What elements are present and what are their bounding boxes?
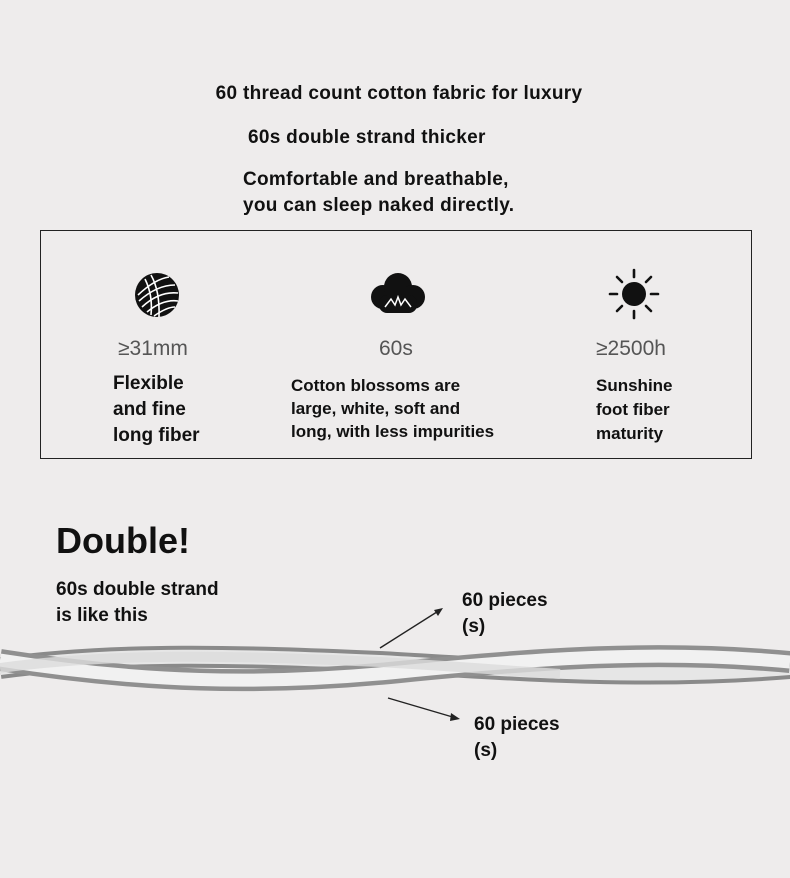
headline-breathable-line1: Comfortable and breathable, <box>243 169 509 190</box>
label-lower-line1: 60 pieces <box>474 714 560 735</box>
label-upper-line1: 60 pieces <box>462 590 548 611</box>
headline-breathable <box>243 167 514 219</box>
arrow-lower <box>388 698 456 718</box>
headline-double-strand: 60s double strand thicker <box>248 127 486 148</box>
label-upper-strand <box>462 588 548 640</box>
label-lower-strand <box>474 712 560 764</box>
feature-desc-sunshine <box>596 374 673 446</box>
feature-box <box>40 230 752 459</box>
desc-line: long, with less impurities <box>291 422 495 441</box>
double-title: Double! <box>56 520 190 561</box>
label-upper-line2: (s) <box>462 616 486 637</box>
feature-desc-fiber <box>113 371 200 449</box>
yarn-ball-icon <box>133 271 181 319</box>
feature-desc-cotton <box>291 374 494 443</box>
label-lower-line2: (s) <box>474 740 498 761</box>
double-subtitle-line1: 60s double strand <box>56 579 219 600</box>
headline-breathable-line2: you can sleep naked directly. <box>243 195 515 216</box>
feature-value-sunshine: ≥2500h <box>596 337 666 360</box>
desc-line: maturity <box>596 424 664 443</box>
feature-value-count: 60s <box>379 337 413 360</box>
headline-luxury: 60 thread count cotton fabric for luxury <box>215 83 583 104</box>
desc-line: Sunshine <box>596 376 673 395</box>
desc-line: long fiber <box>113 425 200 446</box>
desc-line: Flexible <box>113 373 184 394</box>
arrow-upper <box>380 610 440 648</box>
feature-value-fiber-length: ≥31mm <box>118 337 188 360</box>
desc-line: foot fiber <box>596 400 670 419</box>
desc-line: large, white, soft and <box>291 399 461 418</box>
desc-line: and fine <box>113 399 186 420</box>
desc-line: Cotton blossoms are <box>291 376 461 395</box>
cotton-blossom-icon <box>369 271 427 317</box>
double-subtitle-line2: is like this <box>56 605 148 626</box>
double-strand-illustration <box>0 600 790 740</box>
sun-icon <box>608 268 660 320</box>
